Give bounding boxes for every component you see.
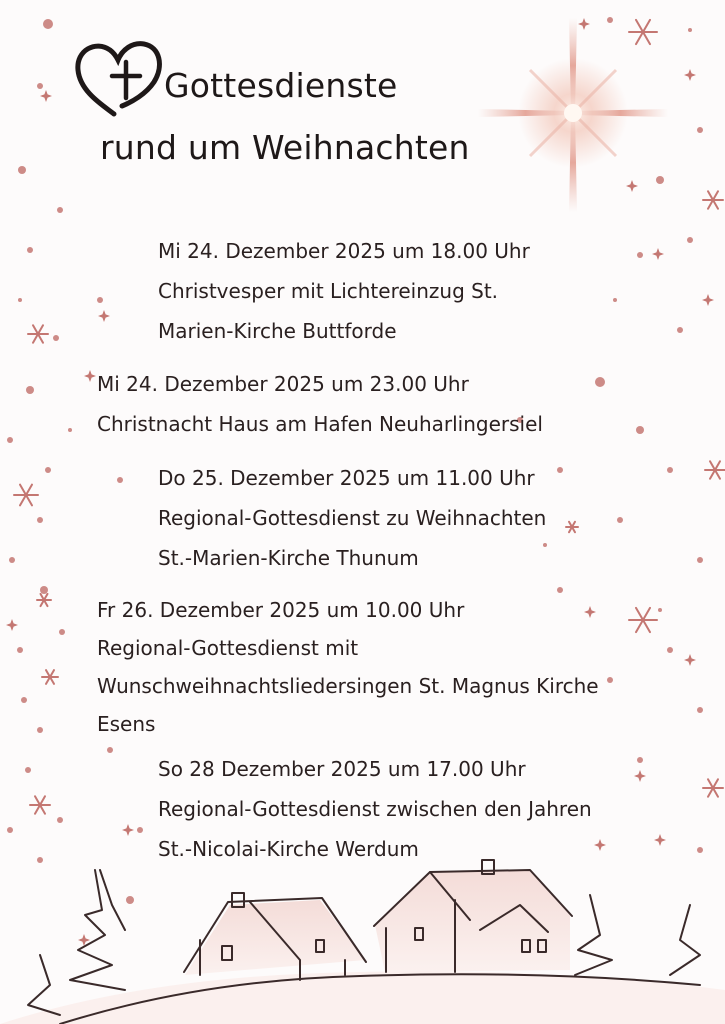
sparkle-icon <box>684 69 696 81</box>
snow-dot <box>137 827 143 833</box>
snow-dot <box>697 127 703 133</box>
snow-dot <box>57 207 63 213</box>
event-datetime: So 28 Dezember 2025 um 17.00 Uhr <box>158 757 526 781</box>
event-2 <box>97 364 543 444</box>
snow-dot <box>37 857 43 863</box>
snow-dot <box>25 767 31 773</box>
snow-dot <box>697 707 703 713</box>
event-line: Christvesper mit Lichtereinzug St. <box>158 279 499 303</box>
winter-village-drawing <box>0 860 725 1024</box>
event-3 <box>158 458 546 578</box>
snowflake-icon <box>37 594 51 606</box>
event-line: Esens <box>97 712 156 736</box>
snowflake-icon <box>629 20 657 44</box>
event-line: Marien-Kirche Buttforde <box>158 319 397 343</box>
snow-dot <box>117 477 123 483</box>
snow-dot <box>37 727 43 733</box>
snow-dot <box>43 19 53 29</box>
event-1 <box>158 231 530 351</box>
event-line: Wunschweihnachtsliedersingen St. Magnus Kirche <box>97 674 599 698</box>
event-5 <box>158 749 592 869</box>
snow-dot <box>637 757 643 763</box>
sparkle-icon <box>684 654 696 666</box>
event-datetime: Mi 24. Dezember 2025 um 23.00 Uhr <box>97 372 469 396</box>
snowflake-icon <box>42 670 58 684</box>
sparkle-icon <box>652 248 664 260</box>
star-icon <box>478 18 668 212</box>
sparkle-icon <box>702 294 714 306</box>
snowflake-icon <box>30 796 50 813</box>
snow-dot <box>9 557 15 563</box>
snowflake-icon <box>705 461 725 478</box>
event-line: Regional-Gottesdienst zwischen den Jahren <box>158 797 592 821</box>
event-line: Regional-Gottesdienst zu Weihnachten <box>158 506 547 530</box>
snowflake-icon <box>629 608 657 632</box>
heart-cross-icon <box>74 36 166 120</box>
snow-dot <box>68 428 72 432</box>
sparkle-icon <box>578 18 590 30</box>
snow-dot <box>613 298 617 302</box>
snow-dot <box>37 517 43 523</box>
event-line: St.-Marien-Kirche Thunum <box>158 546 419 570</box>
snow-dot <box>607 677 613 683</box>
snow-dot <box>636 426 644 434</box>
sparkle-icon <box>6 619 18 631</box>
snow-dot <box>18 298 22 302</box>
sparkle-icon <box>122 824 134 836</box>
snow-dot <box>126 896 134 904</box>
page-subtitle: rund um Weihnachten <box>100 128 470 167</box>
snow-dot <box>45 467 51 473</box>
snow-dot <box>656 176 664 184</box>
event-line: Regional-Gottesdienst mit <box>97 636 359 660</box>
snow-dot <box>658 608 662 612</box>
snowflake-icon <box>703 191 723 208</box>
snow-dot <box>107 747 113 753</box>
sparkle-icon <box>654 834 666 846</box>
event-line: Christnacht Haus am Hafen Neuharlingersiel <box>97 412 543 436</box>
snow-dot <box>557 467 563 473</box>
page-title: Gottesdienste <box>164 66 398 105</box>
snow-dot <box>7 437 13 443</box>
snow-dot <box>7 827 13 833</box>
snow-dot <box>17 647 23 653</box>
snow-dot <box>595 377 605 387</box>
snow-dot <box>26 386 34 394</box>
snow-dot <box>21 697 27 703</box>
snowflake-icon <box>14 485 38 506</box>
snow-dot <box>617 517 623 523</box>
sparkle-icon <box>84 370 96 382</box>
sparkle-icon <box>40 90 52 102</box>
event-datetime: Do 25. Dezember 2025 um 11.00 Uhr <box>158 466 535 490</box>
snow-dot <box>37 83 43 89</box>
snow-dot <box>697 557 703 563</box>
snow-dot <box>53 335 59 341</box>
snow-dot <box>59 629 65 635</box>
snow-dot <box>607 17 613 23</box>
snow-dot <box>57 817 63 823</box>
event-datetime: Mi 24. Dezember 2025 um 18.00 Uhr <box>158 239 530 263</box>
event-4 <box>97 591 599 743</box>
snowflake-icon <box>28 325 48 342</box>
snowflake-icon <box>566 522 578 532</box>
sparkle-icon <box>626 180 638 192</box>
snow-dot <box>697 847 703 853</box>
snow-dot <box>667 467 673 473</box>
sparkle-icon <box>634 770 646 782</box>
snowflake-icon <box>703 779 723 796</box>
snow-dot <box>18 166 26 174</box>
snow-dot <box>637 252 643 258</box>
snow-dot <box>27 247 33 253</box>
snow-dot <box>688 28 692 32</box>
sparkle-icon <box>594 839 606 851</box>
event-line: St.-Nicolai-Kirche Werdum <box>158 837 419 861</box>
snow-dot <box>687 237 693 243</box>
snow-dot <box>677 327 683 333</box>
snow-dot <box>97 297 103 303</box>
event-datetime: Fr 26. Dezember 2025 um 10.00 Uhr <box>97 598 465 622</box>
snow-dot <box>667 647 673 653</box>
snow-dot <box>40 586 48 594</box>
sparkle-icon <box>98 310 110 322</box>
